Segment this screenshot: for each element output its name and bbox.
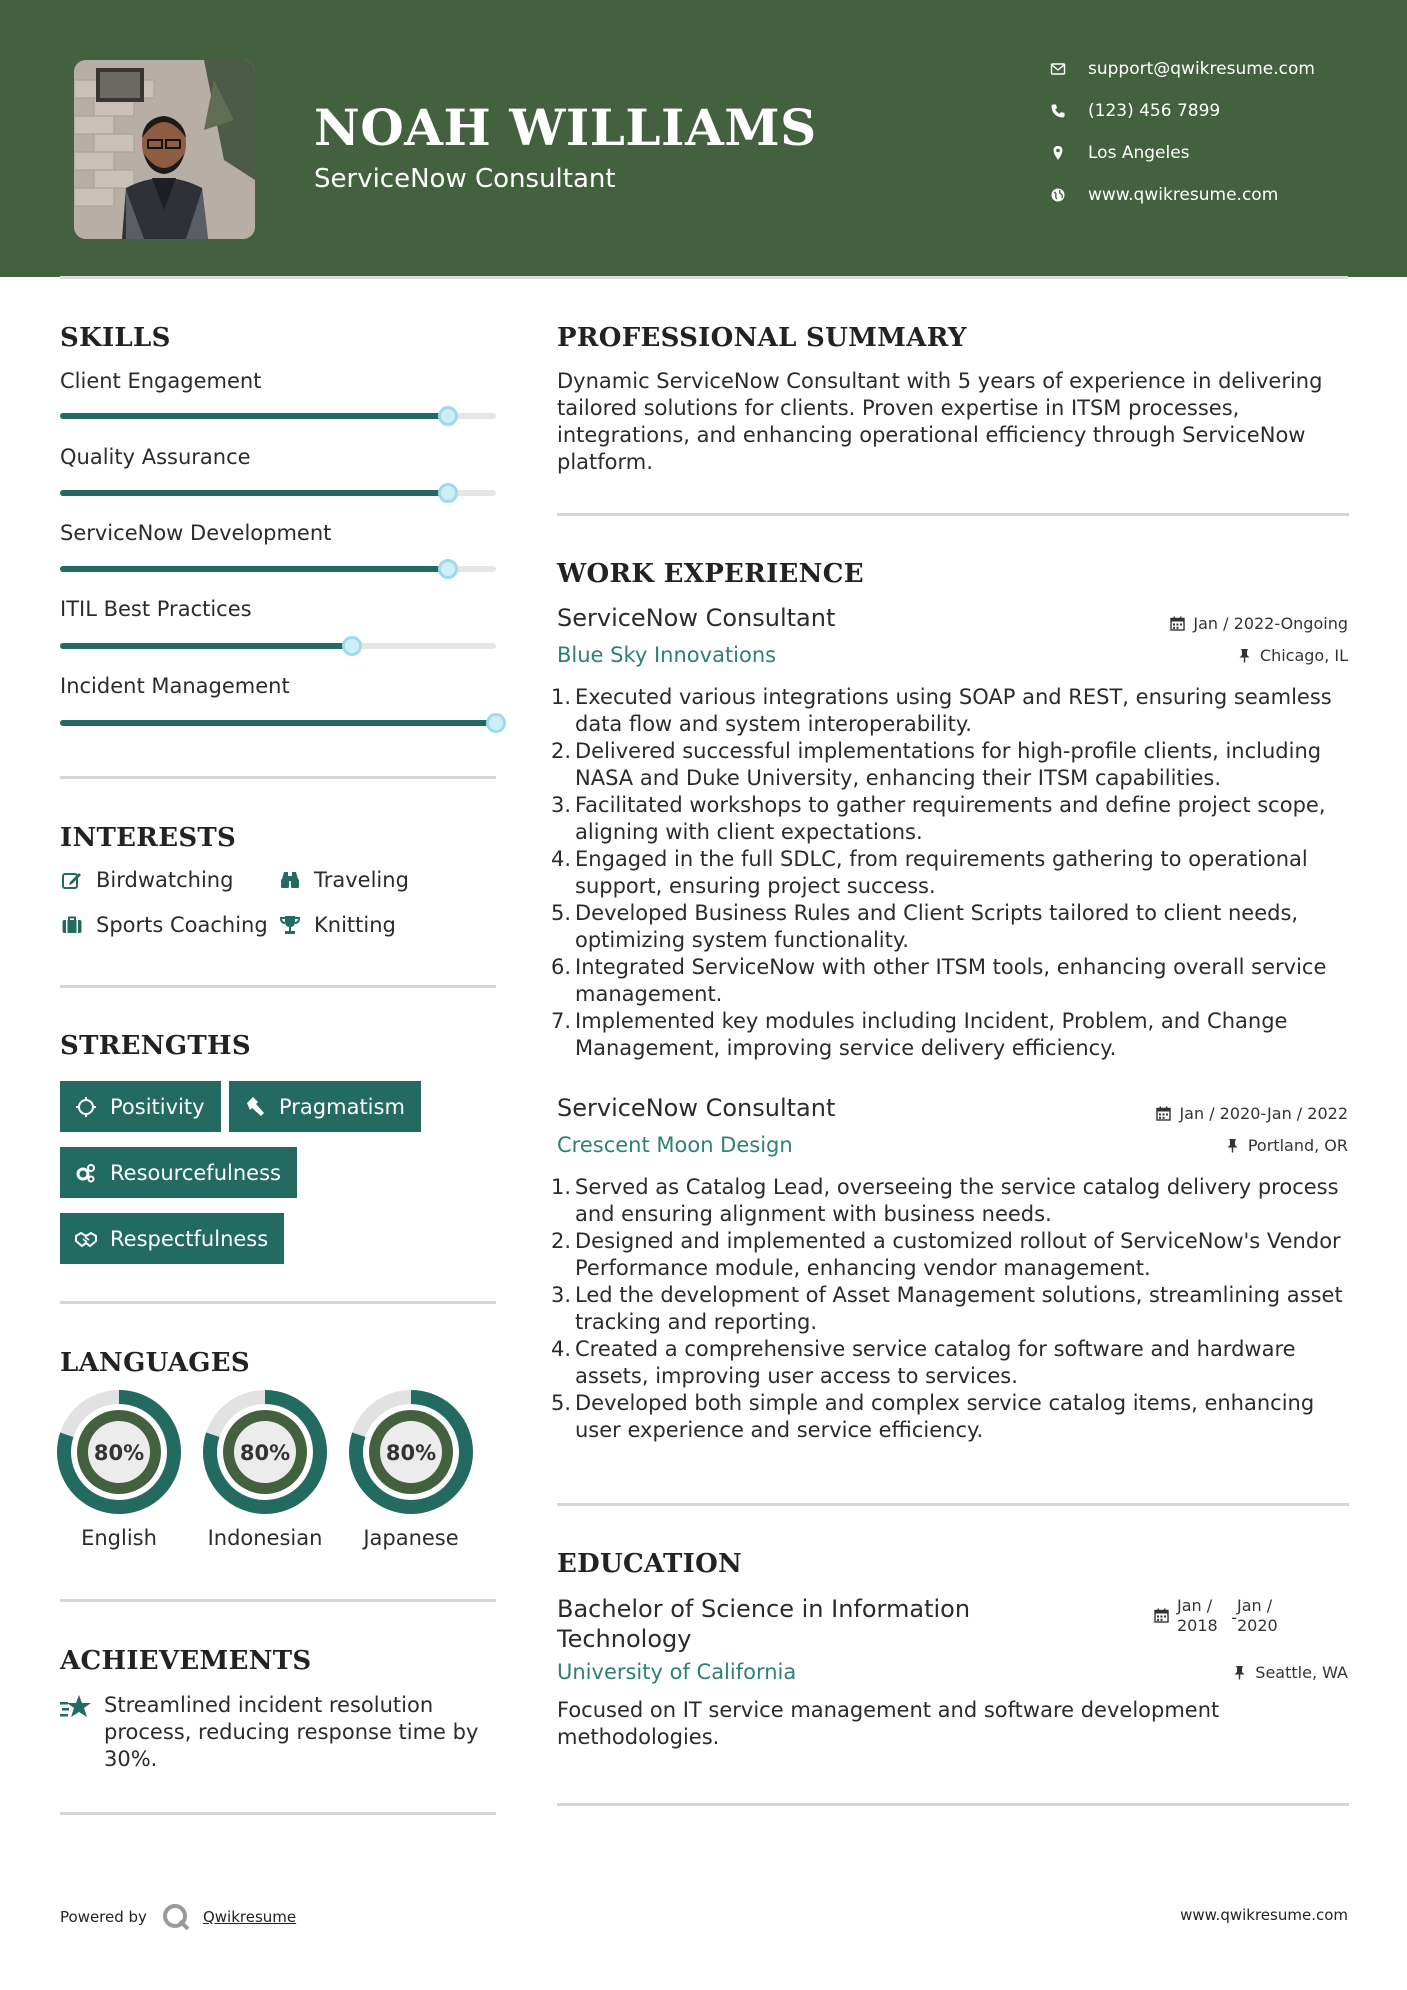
job-bullets [550, 684, 1350, 1062]
trophy-icon [278, 913, 302, 937]
interest-label: Sports Coaching [96, 913, 268, 937]
contact-location-text: Los Angeles [1088, 143, 1190, 163]
skill-bar-knob [486, 713, 506, 733]
degree-title-line: Technology [557, 1625, 692, 1653]
language-percent: 80% [239, 1441, 291, 1465]
binoculars-icon [278, 868, 302, 892]
education-description: Focused on IT service management and software development methodologies. [557, 1698, 1220, 1749]
education-start-year: 2018 [1177, 1616, 1218, 1635]
skill-bar-knob [342, 636, 362, 656]
education-date-separator: - [1231, 1608, 1237, 1627]
skill-bar-fill [60, 490, 448, 496]
job-location-text: Chicago, IL [1259, 646, 1348, 665]
company-name: Blue Sky Innovations [557, 643, 777, 667]
skill-bar [60, 490, 496, 496]
job-bullet: 3. Facilitated workshops to gather requirements and define project scope, aligning with client expectations. [550, 793, 1326, 844]
cogs-icon [74, 1161, 98, 1185]
skill-label: Client Engagement [60, 369, 262, 393]
skill-bar-fill [60, 720, 496, 726]
job-title: ServiceNow Consultant [557, 1094, 836, 1122]
hammer-icon [243, 1095, 267, 1119]
languages-heading: LANGUAGES [60, 1348, 250, 1378]
pushpin-icon [1232, 1665, 1247, 1680]
education-location-text: Seattle, WA [1255, 1663, 1348, 1682]
skill-bar-knob [438, 559, 458, 579]
language-percent: 80% [385, 1441, 437, 1465]
skill-bar-fill [60, 566, 448, 572]
job-bullet: 3. Led the development of Asset Management solutions, streamlining asset tracking and reporting. [550, 1283, 1343, 1334]
map-pin-icon [1050, 145, 1066, 161]
language-percent: 80% [93, 1441, 145, 1465]
strength-label: Positivity [110, 1094, 205, 1119]
job-bullets [550, 1174, 1350, 1444]
gear-icon [74, 1095, 98, 1119]
interest-item [60, 868, 233, 892]
profile-photo-image [74, 60, 255, 239]
education-end-year: 2020 [1237, 1616, 1278, 1635]
briefcase-icon [60, 913, 84, 937]
strength-chip [60, 1213, 284, 1264]
section-divider [60, 1812, 496, 1815]
header-divider [60, 276, 1348, 279]
skill-bar [60, 720, 496, 726]
education-end [1237, 1596, 1283, 1636]
profile-photo [74, 60, 255, 239]
qwikresume-link[interactable]: Qwikresume [202, 1908, 297, 1926]
strength-chip [60, 1147, 297, 1198]
powered-by-label: Powered by [60, 1908, 147, 1926]
job-bullet: 5. Developed both simple and complex service catalog items, enhancing user experience and service efficiency. [550, 1391, 1315, 1442]
section-divider [60, 1599, 496, 1602]
qwikresume-logo-icon [161, 1902, 191, 1932]
language-item [203, 1390, 327, 1550]
education-start [1177, 1596, 1223, 1636]
language-item [57, 1390, 181, 1550]
candidate-name: NOAH WILLIAMS [314, 98, 817, 157]
achievement-text: Streamlined incident resolution process, reducing response time by 30%. [104, 1693, 479, 1771]
star-icon [60, 1693, 92, 1721]
job-bullet: 4. Engaged in the full SDLC, from requirements gathering to operational support, ensuring project success. [550, 847, 1308, 898]
skill-bar-fill [60, 413, 448, 419]
job-dates-text: Jan / 2020-Jan / 2022 [1179, 1104, 1348, 1123]
globe-icon [1050, 187, 1066, 203]
strengths-heading: STRENGTHS [60, 1031, 251, 1061]
job-dates-text: Jan / 2022-Ongoing [1193, 614, 1348, 633]
interest-label: Traveling [314, 868, 409, 892]
skill-label: Incident Management [60, 674, 290, 698]
contact-location [1050, 143, 1190, 163]
skill-label: Quality Assurance [60, 445, 251, 469]
interest-label: Birdwatching [96, 868, 234, 892]
school-name: University of California [557, 1660, 797, 1684]
contact-phone-text[interactable]: (123) 456 7899 [1088, 101, 1221, 121]
footer-url[interactable]: www.qwikresume.com [1180, 1906, 1348, 1924]
education-heading: EDUCATION [557, 1549, 743, 1579]
calendar-icon [1170, 616, 1185, 631]
section-divider [557, 513, 1349, 516]
phone-icon [1050, 103, 1066, 119]
envelope-icon [1050, 61, 1066, 77]
job-bullet: 2. Designed and implemented a customized rollout of ServiceNow's Vendor Performance module, enhancing vendor management. [550, 1229, 1341, 1280]
pushpin-icon [1237, 648, 1252, 663]
section-divider [557, 1803, 1349, 1806]
degree-title [557, 1594, 970, 1654]
summary-text: Dynamic ServiceNow Consultant with 5 years of experience in delivering tailored solutions for clients. Proven expertise in ITSM processes, integrations, and enhancing operational efficiency through ServiceNow platform. [557, 369, 1323, 474]
skill-bar [60, 413, 496, 419]
interest-item [278, 868, 409, 892]
language-item [349, 1390, 473, 1550]
contact-email-text[interactable]: support@qwikresume.com [1088, 59, 1315, 79]
pencil-square-icon [60, 868, 84, 892]
language-name: Indonesian [207, 1526, 323, 1550]
strength-chip [60, 1081, 221, 1132]
experience-heading: WORK EXPERIENCE [557, 559, 864, 589]
job-bullet: 1. Served as Catalog Lead, overseeing the service catalog delivery process and ensuring alignment with business needs. [550, 1175, 1339, 1226]
degree-title-line: Bachelor of Science in Information [557, 1595, 971, 1623]
job-bullet: 5. Developed Business Rules and Client Scripts tailored to client needs, optimizing system functionality. [550, 901, 1299, 952]
skills-heading: SKILLS [60, 323, 171, 353]
skill-bar [60, 566, 496, 572]
contact-website[interactable] [1050, 185, 1278, 205]
pushpin-icon [1225, 1138, 1240, 1153]
skill-label: ServiceNow Development [60, 521, 332, 545]
education-start-month: Jan / [1177, 1596, 1213, 1615]
skill-bar [60, 643, 496, 649]
job-bullet: 7. Implemented key modules including Incident, Problem, and Change Management, improving service delivery efficiency. [550, 1009, 1288, 1060]
strength-chip [229, 1081, 421, 1132]
footer-brand [60, 1902, 296, 1932]
job-dates [1170, 614, 1348, 633]
section-divider [60, 1301, 496, 1304]
education-dates [1154, 1596, 1283, 1636]
language-donut [203, 1390, 327, 1514]
language-donut [349, 1390, 473, 1514]
interest-label: Knitting [314, 913, 396, 937]
skill-label: ITIL Best Practices [60, 597, 252, 621]
resume-header [0, 0, 1407, 277]
section-divider [60, 776, 496, 779]
job-location [1225, 1136, 1348, 1155]
calendar-icon [1154, 1608, 1169, 1623]
language-name: Japanese [363, 1526, 459, 1550]
company-name: Crescent Moon Design [557, 1133, 793, 1157]
skill-bar-knob [438, 406, 458, 426]
strength-label: Resourcefulness [110, 1160, 281, 1185]
handshake-icon [74, 1227, 98, 1251]
education-end-month: Jan / [1237, 1596, 1273, 1615]
language-name: English [81, 1526, 157, 1550]
job-bullet: 4. Created a comprehensive service catalog for software and hardware assets, improving user access to services. [550, 1337, 1296, 1388]
section-divider [60, 985, 496, 988]
job-title: ServiceNow Consultant [557, 604, 836, 632]
job-bullet: 1. Executed various integrations using SOAP and REST, ensuring seamless data flow and system interoperability. [550, 685, 1332, 736]
language-donut [57, 1390, 181, 1514]
skill-bar-knob [438, 483, 458, 503]
contact-phone[interactable] [1050, 101, 1220, 121]
achievement-item [60, 1692, 484, 1773]
job-location-text: Portland, OR [1247, 1136, 1348, 1155]
strength-label: Respectfulness [110, 1226, 269, 1251]
interests-heading: INTERESTS [60, 823, 237, 853]
skill-bar-fill [60, 643, 352, 649]
contact-email[interactable] [1050, 59, 1315, 79]
calendar-icon [1156, 1106, 1171, 1121]
job-bullet: 6. Integrated ServiceNow with other ITSM tools, enhancing overall service management. [550, 955, 1327, 1006]
job-dates [1156, 1104, 1348, 1123]
strength-label: Pragmatism [279, 1094, 405, 1119]
section-divider [557, 1503, 1349, 1506]
job-location [1237, 646, 1348, 665]
education-location [1232, 1663, 1348, 1682]
summary-heading: PROFESSIONAL SUMMARY [557, 323, 967, 353]
interest-item [278, 913, 396, 937]
candidate-title: ServiceNow Consultant [314, 164, 616, 194]
interest-item [60, 913, 268, 937]
achievements-heading: ACHIEVEMENTS [60, 1646, 312, 1676]
job-bullet: 2. Delivered successful implementations for high-profile clients, including NASA and Duke University, enhancing their ITSM capabilities. [550, 739, 1322, 790]
contact-website-text[interactable]: www.qwikresume.com [1088, 185, 1279, 205]
